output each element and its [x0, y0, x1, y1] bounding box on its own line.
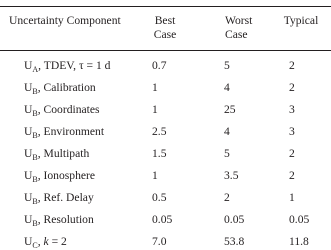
component-name: , TDEV, τ = 1 d	[38, 59, 111, 72]
symbol-base: U	[24, 81, 33, 94]
table-row-component	[24, 169, 95, 184]
table-cell-worst: 0.05	[224, 213, 245, 226]
table-cell-best: 1	[152, 103, 158, 116]
symbol-subscript: C	[32, 241, 38, 250]
table-cell-worst: 4	[224, 125, 230, 138]
symbol-subscript: B	[32, 219, 38, 228]
symbol-subscript: B	[32, 197, 38, 206]
symbol-subscript: B	[32, 87, 38, 96]
coverage-factor-symbol: k	[43, 235, 49, 248]
table-cell-worst: 5	[224, 147, 230, 160]
component-name: , Resolution	[37, 213, 94, 226]
table-cell-best: 1	[152, 81, 158, 94]
table-cell-best: 1.5	[152, 147, 167, 160]
table-cell-worst: 25	[224, 103, 236, 116]
table-cell-worst: 4	[224, 81, 230, 94]
header-worst-line1: Worst	[225, 14, 253, 27]
component-name: , Coordinates	[37, 103, 100, 116]
table-cell-worst: 2	[224, 191, 230, 204]
symbol-base: U	[24, 147, 33, 160]
component-name: , Calibration	[37, 81, 96, 94]
symbol-base: U	[24, 213, 33, 226]
table-cell-best: 0.05	[152, 213, 173, 226]
component-name: , Ionosphere	[37, 169, 96, 182]
table-row-component	[24, 191, 94, 206]
header-uncertainty-component: Uncertainty Component	[9, 14, 121, 27]
table-row-component	[24, 213, 94, 228]
table-cell-typical: 2	[289, 147, 295, 160]
table-cell-typical: 11.8	[289, 235, 309, 248]
header-worst-case	[225, 14, 252, 42]
table-row-component	[24, 125, 104, 140]
header-worst-line2: Case	[225, 28, 248, 41]
table-cell-worst: 5	[224, 59, 230, 72]
header-best-case	[149, 14, 181, 42]
symbol-base: U	[24, 103, 33, 116]
component-name: , Environment	[37, 125, 105, 138]
symbol-subscript: B	[32, 109, 38, 118]
table-cell-typical: 2	[289, 81, 295, 94]
symbol-subscript: A	[32, 65, 39, 74]
symbol-base: U	[24, 235, 33, 248]
symbol-subscript: B	[32, 131, 38, 140]
header-typical: Typical	[283, 14, 319, 27]
symbol-base: U	[24, 169, 33, 182]
table-row-component	[24, 81, 96, 96]
table-row-component	[24, 235, 67, 250]
symbol-base: U	[24, 191, 33, 204]
table-cell-worst: 3.5	[224, 169, 239, 182]
header-bottom-rule	[0, 50, 331, 51]
table-cell-typical: 2	[289, 59, 295, 72]
table-cell-best: 0.5	[152, 191, 167, 204]
table-top-rule	[0, 6, 331, 7]
component-name: ,	[37, 235, 44, 248]
table-cell-best: 2.5	[152, 125, 167, 138]
table-cell-worst: 53.8	[224, 235, 245, 248]
component-name-tail: = 2	[48, 235, 67, 248]
header-best-line2: Case	[153, 28, 177, 41]
symbol-base: U	[24, 59, 33, 72]
table-cell-typical: 1	[289, 191, 295, 204]
table-row-component	[24, 147, 89, 162]
table-row-component	[24, 59, 110, 74]
symbol-base: U	[24, 125, 33, 138]
component-name: , Multipath	[37, 147, 90, 160]
table-cell-best: 1	[152, 169, 158, 182]
symbol-subscript: B	[32, 153, 38, 162]
table-cell-typical: 3	[289, 103, 295, 116]
table-cell-best: 7.0	[152, 235, 167, 248]
table-cell-typical: 2	[289, 169, 295, 182]
table-cell-typical: 3	[289, 125, 295, 138]
header-best-line1: Best	[154, 14, 176, 27]
symbol-subscript: B	[32, 175, 38, 184]
table-row-component	[24, 103, 100, 118]
table-cell-best: 0.7	[152, 59, 167, 72]
component-name: , Ref. Delay	[37, 191, 94, 204]
table-cell-typical: 0.05	[289, 213, 310, 226]
